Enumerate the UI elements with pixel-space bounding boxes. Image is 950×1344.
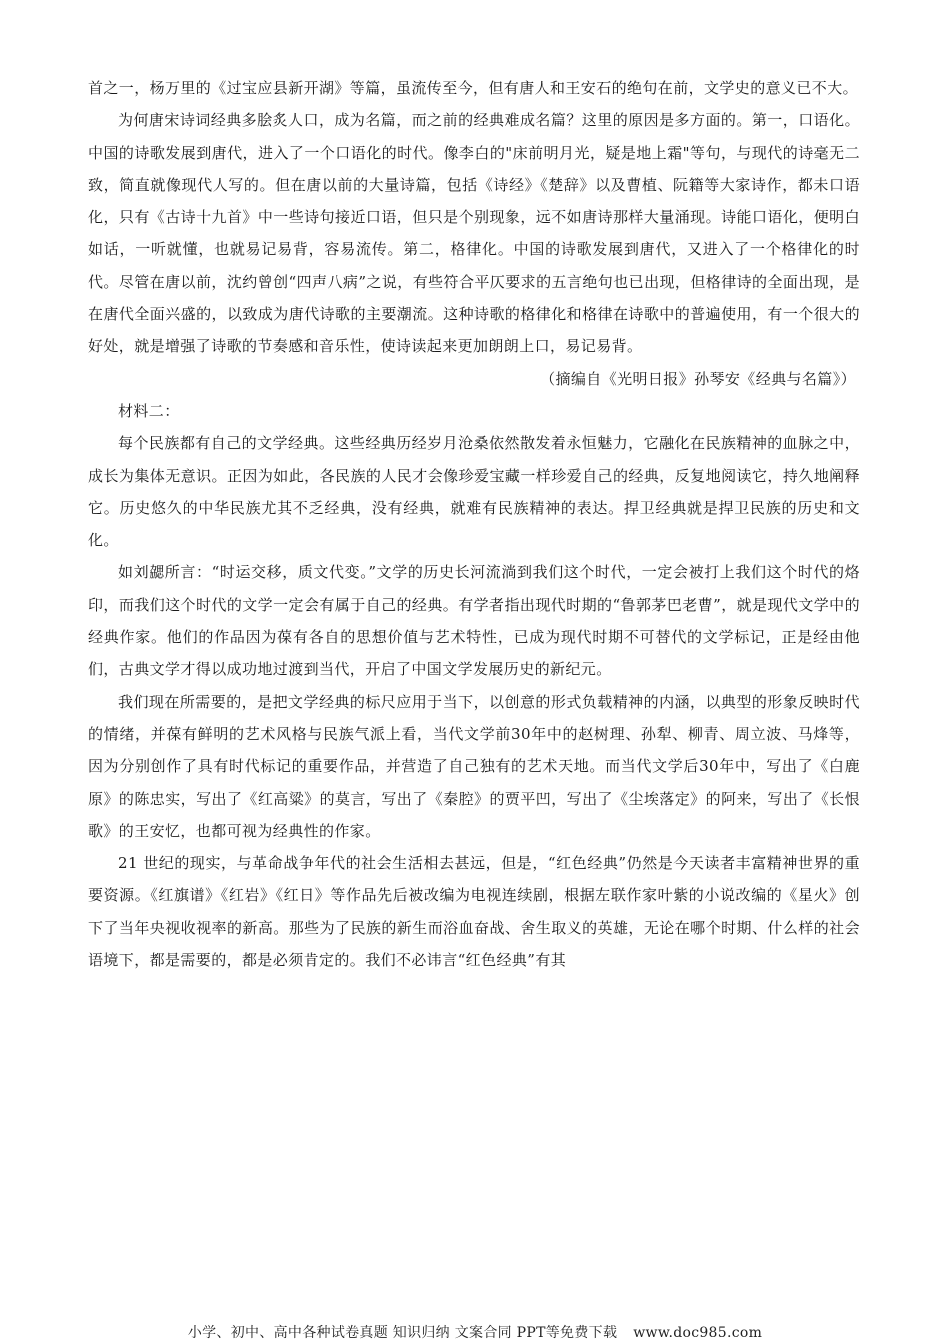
footer-site-link[interactable]: www.doc985.com <box>633 1325 763 1341</box>
material-two-heading: 材料二： <box>118 401 180 420</box>
paragraph-contemporary-writers: 我们现在所需要的，是把文学经典的标尺应用于当下，以创意的形式负载精神的内涵，以典型的形象反映时代的情绪，并葆有鲜明的艺术风格与民族气派上看，当代文学前30年中的赵树理、孙犁、柳青、周立波、马烽等，因为分别创作了具有时代标记的重要作品，并营造了自己独有的艺术天地。而当代文学后30年中，写出了《白鹿原》的陈忠实，写出了《红高粱》的莫言，写出了《秦腔》的贾平凹，写出了《尘埃落定》的阿来，写出了《长恨歌》的王安忆，也都可视为经典性的作家。 <box>88 692 860 840</box>
paragraph-continuation: 首之一，杨万里的《过宝应县新开湖》等篇，虽流传至今，但有唐人和王安石的绝句在前，文学史的意义已不大。 <box>88 79 859 97</box>
footer-text: 小学、初中、高中各种试卷真题 知识归纳 文案合同 PPT等免费下载 <box>187 1325 618 1341</box>
paragraph-liu-xie: 如刘勰所言：“时运交移，质文代变。”文学的历史长河流淌到我们这个时代，一定会被打上我们这个时代的烙印，而我们这个时代的文学一定会有属于自己的经典。有学者指出现代时期的“鲁郭茅巴老曹”，就是现代文学中的经典作家。他们的作品因为葆有各自的思想价值与艺术特性，已成为现代时期不可替代的文学标记，正是经由他们，古典文学才得以成功地过渡到当代，开启了中国文学发展历史的新纪元。 <box>88 563 860 679</box>
paragraph-reasons: 为何唐宋诗词经典多脍炙人口，成为名篇，而之前的经典难成名篇？这里的原因是多方面的。第一，口语化。中国的诗歌发展到唐代，进入了一个口语化的时代。像李白的"床前明月光，疑是地上霜"等句，与现代的诗毫无二致，简直就像现代人写的。但在唐以前的大量诗篇，包括《诗经》《楚辞》以及曹植、阮籍等大家诗作，都未口语化，只有《古诗十九首》中一些诗句接近口语，但只是个别现象，远不如唐诗那样大量涌现。诗能口语化，便明白如话，一听就懂，也就易记易背，容易流传。第二，格律化。中国的诗歌发展到唐代，又进入了一个格律化的时代。尽管在唐以前，沈约曾创“四声八病”之说，有些符合平仄要求的五言绝句也已出现，但格律诗的全面出现，是在唐代全面兴盛的，以致成为唐代诗歌的主要潮流。这种诗歌的格律化和格律在诗歌中的普遍使用，有一个很大的好处，就是增强了诗歌的节奏感和音乐性，使诗读起来更加朗朗上口，易记易背。 <box>88 111 860 356</box>
paragraph-national-classics: 每个民族都有自己的文学经典。这些经典历经岁月沧桑依然散发着永恒魅力，它融化在民族精神的血脉之中，成长为集体无意识。正因为如此，各民族的人民才会像珍爱宝藏一样珍爱自己的经典，反复地阅读它，持久地阐释它。历史悠久的中华民族尤其不乏经典，没有经典，就难有民族精神的表达。捍卫经典就是捍卫民族的历史和文化。 <box>88 434 860 550</box>
document-body <box>88 72 860 976</box>
page-footer <box>0 1322 950 1342</box>
paragraph-red-classics: 21 世纪的现实，与革命战争年代的社会生活相去甚远，但是，“红色经典”仍然是今天读者丰富精神世界的重要资源。《红旗谱》《红岩》《红日》等作品先后被改编为电视连续剧，根据左联作家叶紫的小说改编的《星火》创下了当年央视收视率的新高。那些为了民族的新生而浴血奋战、舍生取义的英雄，无论在哪个时期、什么样的社会语境下，都是需要的，都是必须肯定的。我们不必讳言“红色经典”有其 <box>88 854 860 970</box>
source-citation: （摘编自《光明日报》孙琴安《经典与名篇》） <box>540 369 856 388</box>
